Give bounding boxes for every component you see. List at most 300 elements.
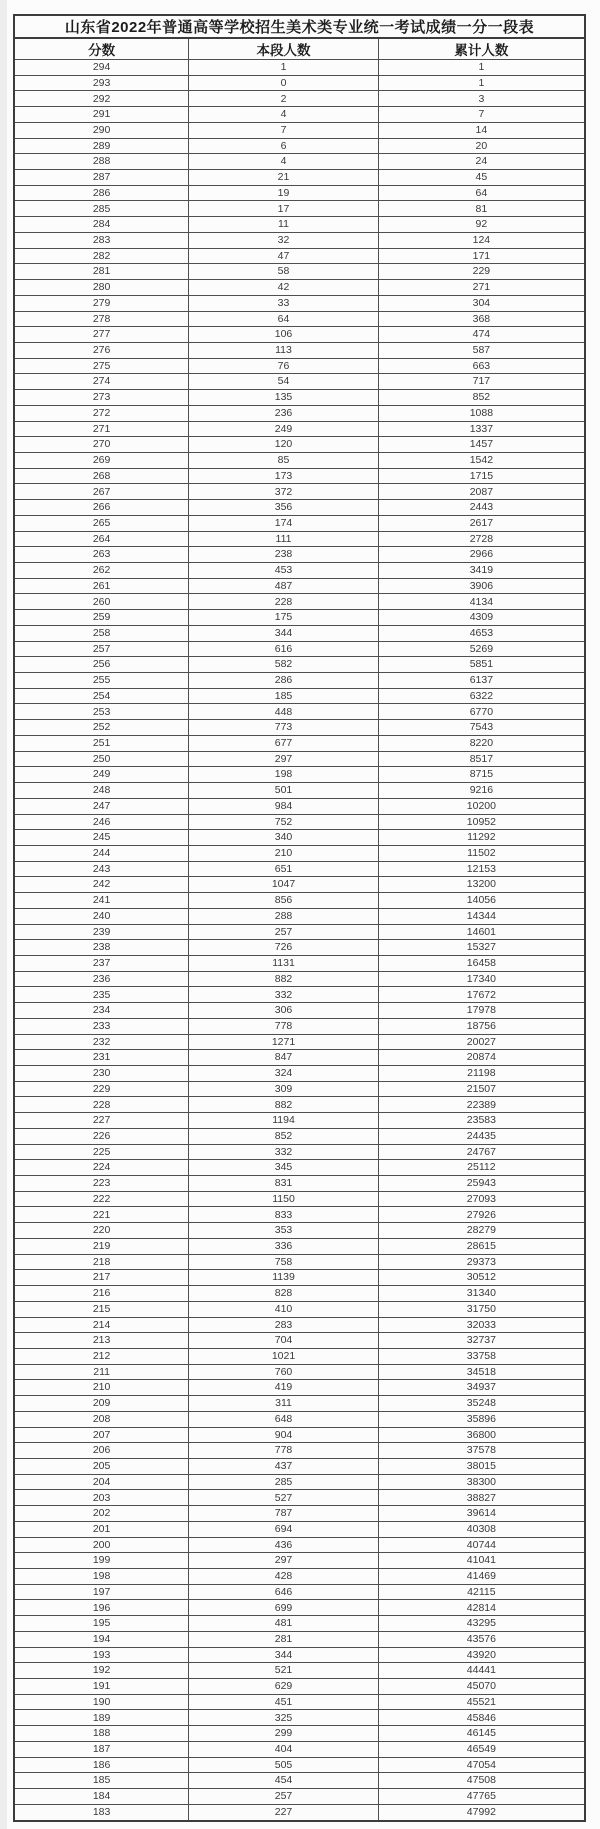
- table-row: [14, 1097, 585, 1113]
- segment-count-cell: 198: [189, 767, 379, 783]
- cumulative-count-cell: 64: [378, 185, 585, 201]
- table-row: [14, 877, 585, 893]
- score-cell: 211: [14, 1364, 189, 1380]
- score-cell: 241: [14, 893, 189, 909]
- table-row: [14, 1238, 585, 1254]
- table-row: [14, 1506, 585, 1522]
- table-row: [14, 893, 585, 909]
- table-row: [14, 327, 585, 343]
- score-cell: 269: [14, 452, 189, 468]
- segment-count-cell: 487: [189, 578, 379, 594]
- table-row: [14, 138, 585, 154]
- cumulative-count-cell: 31750: [378, 1301, 585, 1317]
- table-row: [14, 1521, 585, 1537]
- table-row: [14, 1207, 585, 1223]
- table-row: [14, 374, 585, 390]
- cumulative-count-cell: 1: [378, 60, 585, 76]
- cumulative-count-cell: 23583: [378, 1113, 585, 1129]
- cumulative-count-cell: 1542: [378, 452, 585, 468]
- cumulative-count-cell: 46145: [378, 1726, 585, 1742]
- cumulative-count-cell: 2443: [378, 500, 585, 516]
- table-row: [14, 264, 585, 280]
- page-title: 山东省2022年普通高等学校招生美术类专业统一考试成绩一分一段表: [14, 15, 585, 38]
- segment-count-cell: 340: [189, 830, 379, 846]
- score-cell: 234: [14, 1003, 189, 1019]
- cumulative-count-cell: 25943: [378, 1176, 585, 1192]
- score-cell: 268: [14, 468, 189, 484]
- score-cell: 263: [14, 547, 189, 563]
- table-row: [14, 767, 585, 783]
- cumulative-count-cell: 24435: [378, 1128, 585, 1144]
- score-cell: 195: [14, 1616, 189, 1632]
- table-row: [14, 1176, 585, 1192]
- segment-count-cell: 453: [189, 563, 379, 579]
- cumulative-count-cell: 42814: [378, 1600, 585, 1616]
- segment-count-cell: 1: [189, 60, 379, 76]
- segment-count-cell: 257: [189, 924, 379, 940]
- score-cell: 262: [14, 563, 189, 579]
- segment-count-cell: 58: [189, 264, 379, 280]
- segment-count-cell: 336: [189, 1238, 379, 1254]
- segment-count-cell: 283: [189, 1317, 379, 1333]
- cumulative-count-cell: 2087: [378, 484, 585, 500]
- score-cell: 193: [14, 1647, 189, 1663]
- cumulative-count-cell: 28279: [378, 1223, 585, 1239]
- table-row: [14, 60, 585, 76]
- cumulative-count-cell: 92: [378, 217, 585, 233]
- table-row: [14, 1113, 585, 1129]
- table-row: [14, 154, 585, 170]
- segment-count-cell: 646: [189, 1584, 379, 1600]
- cumulative-count-cell: 8220: [378, 735, 585, 751]
- score-cell: 272: [14, 405, 189, 421]
- segment-count-cell: 185: [189, 688, 379, 704]
- segment-count-cell: 0: [189, 75, 379, 91]
- table-row: [14, 1286, 585, 1302]
- score-cell: 243: [14, 861, 189, 877]
- score-cell: 222: [14, 1191, 189, 1207]
- segment-count-cell: 113: [189, 342, 379, 358]
- table-row: [14, 342, 585, 358]
- segment-count-cell: 629: [189, 1679, 379, 1695]
- score-cell: 194: [14, 1631, 189, 1647]
- segment-count-cell: 297: [189, 751, 379, 767]
- cumulative-count-cell: 14601: [378, 924, 585, 940]
- score-cell: 225: [14, 1144, 189, 1160]
- cumulative-count-cell: 43576: [378, 1631, 585, 1647]
- score-cell: 219: [14, 1238, 189, 1254]
- table-row: [14, 1616, 585, 1632]
- cumulative-count-cell: 13200: [378, 877, 585, 893]
- table-row: [14, 1443, 585, 1459]
- cumulative-count-cell: 368: [378, 311, 585, 327]
- table-row: [14, 1050, 585, 1066]
- segment-count-cell: 778: [189, 1443, 379, 1459]
- score-cell: 278: [14, 311, 189, 327]
- cumulative-count-cell: 4653: [378, 625, 585, 641]
- segment-count-cell: 699: [189, 1600, 379, 1616]
- score-cell: 238: [14, 940, 189, 956]
- segment-count-cell: 17: [189, 201, 379, 217]
- score-cell: 256: [14, 657, 189, 673]
- score-cell: 205: [14, 1458, 189, 1474]
- table-row: [14, 1726, 585, 1742]
- cumulative-count-cell: 35896: [378, 1411, 585, 1427]
- table-row: [14, 1348, 585, 1364]
- segment-count-cell: 285: [189, 1474, 379, 1490]
- table-row: [14, 1427, 585, 1443]
- cumulative-count-cell: 38827: [378, 1490, 585, 1506]
- segment-count-cell: 227: [189, 1804, 379, 1820]
- cumulative-count-cell: 24: [378, 154, 585, 170]
- cumulative-count-cell: 14344: [378, 908, 585, 924]
- score-cell: 245: [14, 830, 189, 846]
- segment-count-cell: 984: [189, 798, 379, 814]
- cumulative-count-cell: 1457: [378, 437, 585, 453]
- cumulative-count-cell: 5269: [378, 641, 585, 657]
- score-cell: 200: [14, 1537, 189, 1553]
- segment-count-cell: 175: [189, 610, 379, 626]
- table-row: [14, 358, 585, 374]
- score-cell: 261: [14, 578, 189, 594]
- cumulative-count-cell: 6770: [378, 704, 585, 720]
- table-row: [14, 987, 585, 1003]
- cumulative-count-cell: 6137: [378, 673, 585, 689]
- cumulative-count-cell: 852: [378, 390, 585, 406]
- score-cell: 292: [14, 91, 189, 107]
- segment-count-cell: 437: [189, 1458, 379, 1474]
- score-cell: 247: [14, 798, 189, 814]
- score-cell: 230: [14, 1066, 189, 1082]
- table-row: [14, 311, 585, 327]
- table-row: [14, 955, 585, 971]
- table-row: [14, 1333, 585, 1349]
- score-cell: 220: [14, 1223, 189, 1239]
- score-cell: 184: [14, 1789, 189, 1805]
- cumulative-count-cell: 3906: [378, 578, 585, 594]
- cumulative-count-cell: 20: [378, 138, 585, 154]
- segment-count-cell: 4: [189, 107, 379, 123]
- cumulative-count-cell: 6322: [378, 688, 585, 704]
- segment-count-cell: 42: [189, 280, 379, 296]
- cumulative-count-cell: 43295: [378, 1616, 585, 1632]
- cumulative-count-cell: 1715: [378, 468, 585, 484]
- cumulative-count-cell: 8715: [378, 767, 585, 783]
- score-cell: 213: [14, 1333, 189, 1349]
- cumulative-count-cell: 171: [378, 248, 585, 264]
- cumulative-count-cell: 45846: [378, 1710, 585, 1726]
- table-row: [14, 122, 585, 138]
- table-row: [14, 1584, 585, 1600]
- table-row: [14, 1411, 585, 1427]
- score-cell: 214: [14, 1317, 189, 1333]
- segment-count-cell: 847: [189, 1050, 379, 1066]
- segment-count-cell: 11: [189, 217, 379, 233]
- score-cell: 224: [14, 1160, 189, 1176]
- score-cell: 275: [14, 358, 189, 374]
- segment-count-cell: 436: [189, 1537, 379, 1553]
- score-cell: 276: [14, 342, 189, 358]
- segment-count-cell: 527: [189, 1490, 379, 1506]
- score-cell: 249: [14, 767, 189, 783]
- table-row: [14, 1144, 585, 1160]
- segment-count-cell: 778: [189, 1018, 379, 1034]
- segment-count-cell: 238: [189, 547, 379, 563]
- table-row: [14, 1631, 585, 1647]
- cumulative-count-cell: 34518: [378, 1364, 585, 1380]
- segment-count-cell: 882: [189, 1097, 379, 1113]
- cumulative-count-cell: 16458: [378, 955, 585, 971]
- cumulative-count-cell: 717: [378, 374, 585, 390]
- table-row: [14, 1694, 585, 1710]
- table-row: [14, 1160, 585, 1176]
- score-cell: 260: [14, 594, 189, 610]
- table-row: [14, 1301, 585, 1317]
- score-cell: 242: [14, 877, 189, 893]
- score-cell: 203: [14, 1490, 189, 1506]
- cumulative-count-cell: 28615: [378, 1238, 585, 1254]
- table-row: [14, 1254, 585, 1270]
- cumulative-count-cell: 663: [378, 358, 585, 374]
- score-cell: 253: [14, 704, 189, 720]
- cumulative-count-cell: 38300: [378, 1474, 585, 1490]
- table-row: [14, 1364, 585, 1380]
- table-row: [14, 1757, 585, 1773]
- cumulative-count-cell: 47765: [378, 1789, 585, 1805]
- segment-count-cell: 582: [189, 657, 379, 673]
- segment-count-cell: 286: [189, 673, 379, 689]
- score-cell: 190: [14, 1694, 189, 1710]
- table-row: [14, 531, 585, 547]
- cumulative-count-cell: 36800: [378, 1427, 585, 1443]
- table-row: [14, 798, 585, 814]
- segment-count-cell: 828: [189, 1286, 379, 1302]
- table-row: [14, 1789, 585, 1805]
- score-cell: 277: [14, 327, 189, 343]
- score-cell: 274: [14, 374, 189, 390]
- segment-count-cell: 4: [189, 154, 379, 170]
- score-cell: 192: [14, 1663, 189, 1679]
- segment-count-cell: 135: [189, 390, 379, 406]
- table-row: [14, 515, 585, 531]
- table-row: [14, 390, 585, 406]
- cumulative-count-cell: 10952: [378, 814, 585, 830]
- cumulative-count-cell: 4309: [378, 610, 585, 626]
- table-row: [14, 1458, 585, 1474]
- table-row: [14, 217, 585, 233]
- cumulative-count-cell: 229: [378, 264, 585, 280]
- cumulative-count-cell: 39614: [378, 1506, 585, 1522]
- cumulative-count-cell: 33758: [378, 1348, 585, 1364]
- segment-count-cell: 419: [189, 1380, 379, 1396]
- segment-count-cell: 33: [189, 295, 379, 311]
- score-cell: 187: [14, 1741, 189, 1757]
- segment-count-cell: 173: [189, 468, 379, 484]
- cumulative-count-cell: 17672: [378, 987, 585, 1003]
- table-row: [14, 751, 585, 767]
- cumulative-count-cell: 24767: [378, 1144, 585, 1160]
- table-row: [14, 657, 585, 673]
- segment-count-cell: 651: [189, 861, 379, 877]
- cumulative-count-cell: 21507: [378, 1081, 585, 1097]
- table-row: [14, 1679, 585, 1695]
- table-row: [14, 547, 585, 563]
- score-cell: 264: [14, 531, 189, 547]
- table-row: [14, 1066, 585, 1082]
- segment-count-cell: 111: [189, 531, 379, 547]
- cumulative-count-cell: 32737: [378, 1333, 585, 1349]
- score-cell: 196: [14, 1600, 189, 1616]
- score-cell: 285: [14, 201, 189, 217]
- table-row: [14, 625, 585, 641]
- segment-count-cell: 353: [189, 1223, 379, 1239]
- cumulative-count-cell: 1337: [378, 421, 585, 437]
- score-cell: 283: [14, 232, 189, 248]
- cumulative-count-cell: 35248: [378, 1396, 585, 1412]
- score-cell: 259: [14, 610, 189, 626]
- segment-count-cell: 257: [189, 1789, 379, 1805]
- segment-count-cell: 19: [189, 185, 379, 201]
- segment-count-cell: 76: [189, 358, 379, 374]
- table-row: [14, 295, 585, 311]
- segment-count-cell: 85: [189, 452, 379, 468]
- score-cell: 236: [14, 971, 189, 987]
- segment-count-cell: 501: [189, 783, 379, 799]
- segment-count-cell: 6: [189, 138, 379, 154]
- score-cell: 284: [14, 217, 189, 233]
- table-row: [14, 1600, 585, 1616]
- table-row: [14, 232, 585, 248]
- table-row: [14, 468, 585, 484]
- score-cell: 229: [14, 1081, 189, 1097]
- cumulative-count-cell: 17978: [378, 1003, 585, 1019]
- score-cell: 244: [14, 845, 189, 861]
- score-cell: 197: [14, 1584, 189, 1600]
- table-row: [14, 1647, 585, 1663]
- cumulative-count-cell: 47508: [378, 1773, 585, 1789]
- cumulative-count-cell: 45521: [378, 1694, 585, 1710]
- segment-count-cell: 752: [189, 814, 379, 830]
- score-cell: 217: [14, 1270, 189, 1286]
- cumulative-count-cell: 45: [378, 170, 585, 186]
- score-cell: 185: [14, 1773, 189, 1789]
- cumulative-count-cell: 20874: [378, 1050, 585, 1066]
- table-row: [14, 704, 585, 720]
- segment-count-cell: 306: [189, 1003, 379, 1019]
- table-row: [14, 170, 585, 186]
- segment-count-cell: 882: [189, 971, 379, 987]
- cumulative-count-cell: 587: [378, 342, 585, 358]
- score-cell: 239: [14, 924, 189, 940]
- segment-count-cell: 521: [189, 1663, 379, 1679]
- score-cell: 189: [14, 1710, 189, 1726]
- cumulative-count-cell: 25112: [378, 1160, 585, 1176]
- score-cell: 258: [14, 625, 189, 641]
- cumulative-count-cell: 17340: [378, 971, 585, 987]
- cumulative-count-cell: 9216: [378, 783, 585, 799]
- segment-count-cell: 311: [189, 1396, 379, 1412]
- score-cell: 227: [14, 1113, 189, 1129]
- table-row: [14, 280, 585, 296]
- cumulative-count-cell: 45070: [378, 1679, 585, 1695]
- segment-count-cell: 210: [189, 845, 379, 861]
- table-row: [14, 1710, 585, 1726]
- cumulative-count-cell: 30512: [378, 1270, 585, 1286]
- segment-count-cell: 1271: [189, 1034, 379, 1050]
- cumulative-count-cell: 43920: [378, 1647, 585, 1663]
- cumulative-count-cell: 3: [378, 91, 585, 107]
- score-cell: 215: [14, 1301, 189, 1317]
- cumulative-count-cell: 10200: [378, 798, 585, 814]
- cumulative-count-cell: 47054: [378, 1757, 585, 1773]
- segment-count-cell: 372: [189, 484, 379, 500]
- segment-count-cell: 773: [189, 720, 379, 736]
- table-row: [14, 107, 585, 123]
- score-cell: 237: [14, 955, 189, 971]
- table-row: [14, 484, 585, 500]
- segment-count-cell: 228: [189, 594, 379, 610]
- segment-count-cell: 356: [189, 500, 379, 516]
- cumulative-count-cell: 44441: [378, 1663, 585, 1679]
- table-row: [14, 971, 585, 987]
- cumulative-count-cell: 1088: [378, 405, 585, 421]
- score-cell: 226: [14, 1128, 189, 1144]
- score-cell: 186: [14, 1757, 189, 1773]
- table-row: [14, 185, 585, 201]
- table-row: [14, 641, 585, 657]
- segment-count-cell: 21: [189, 170, 379, 186]
- score-cell: 280: [14, 280, 189, 296]
- cumulative-count-cell: 41469: [378, 1569, 585, 1585]
- segment-count-cell: 281: [189, 1631, 379, 1647]
- cumulative-count-cell: 31340: [378, 1286, 585, 1302]
- table-row: [14, 610, 585, 626]
- table-row: [14, 940, 585, 956]
- segment-count-cell: 410: [189, 1301, 379, 1317]
- score-cell: 202: [14, 1506, 189, 1522]
- score-cell: 288: [14, 154, 189, 170]
- score-cell: 199: [14, 1553, 189, 1569]
- column-header-segment-count: 本段人数: [189, 38, 379, 60]
- score-cell: 289: [14, 138, 189, 154]
- segment-count-cell: 616: [189, 641, 379, 657]
- table-row: [14, 1773, 585, 1789]
- table-row: [14, 688, 585, 704]
- score-cell: 270: [14, 437, 189, 453]
- score-cell: 252: [14, 720, 189, 736]
- scan-edge-artifact: [0, 0, 7, 1829]
- table-row: [14, 1380, 585, 1396]
- segment-count-cell: 448: [189, 704, 379, 720]
- column-header-score: 分数: [14, 38, 189, 60]
- cumulative-count-cell: 18756: [378, 1018, 585, 1034]
- cumulative-count-cell: 41041: [378, 1553, 585, 1569]
- score-cell: 282: [14, 248, 189, 264]
- cumulative-count-cell: 8517: [378, 751, 585, 767]
- table-row: [14, 1663, 585, 1679]
- score-cell: 209: [14, 1396, 189, 1412]
- segment-count-cell: 325: [189, 1710, 379, 1726]
- cumulative-count-cell: 15327: [378, 940, 585, 956]
- cumulative-count-cell: 7: [378, 107, 585, 123]
- segment-count-cell: 758: [189, 1254, 379, 1270]
- segment-count-cell: 7: [189, 122, 379, 138]
- score-cell: 281: [14, 264, 189, 280]
- cumulative-count-cell: 2617: [378, 515, 585, 531]
- table-row: [14, 1081, 585, 1097]
- segment-count-cell: 174: [189, 515, 379, 531]
- score-cell: 250: [14, 751, 189, 767]
